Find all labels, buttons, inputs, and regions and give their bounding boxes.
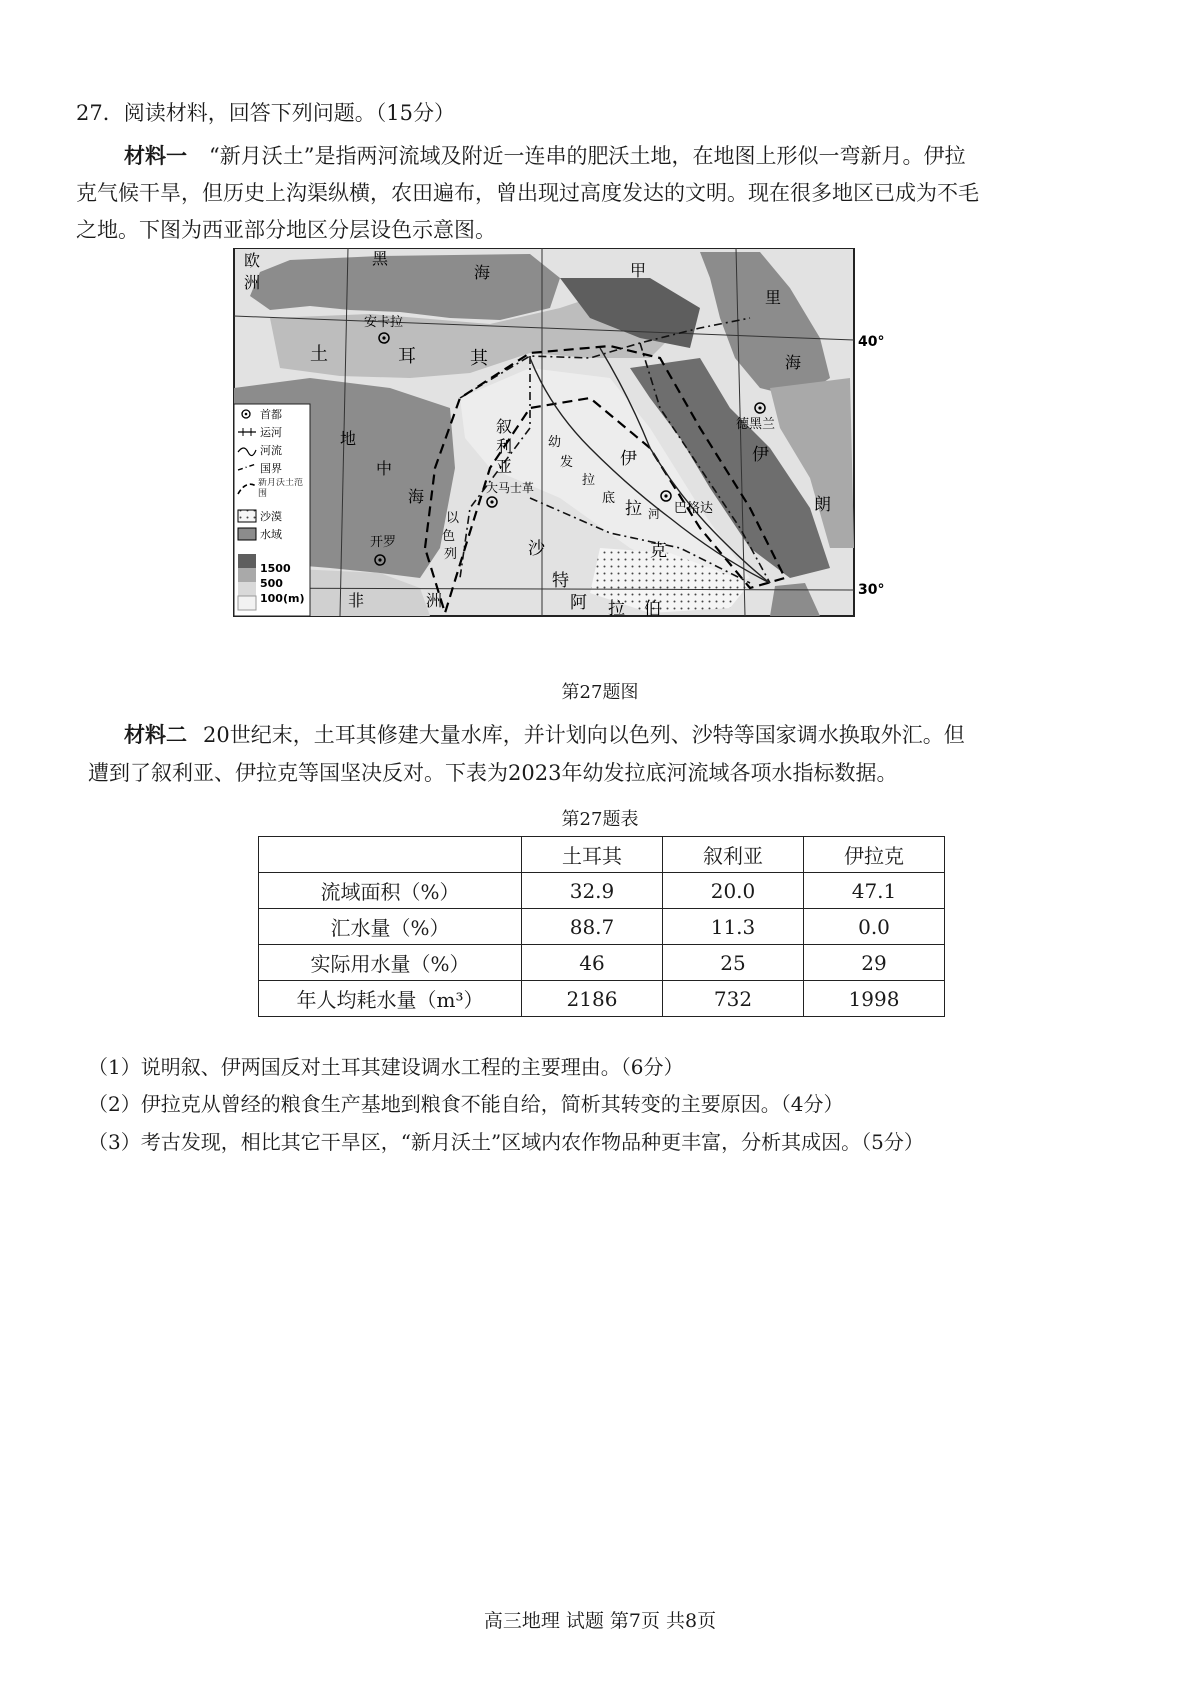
label-turkey-3: 其 bbox=[470, 348, 488, 369]
label-iran-1: 伊 bbox=[752, 445, 769, 465]
table-cell: 25 bbox=[663, 945, 804, 981]
legend-low-swatch bbox=[238, 596, 256, 610]
material2-line2: 遭到了叙利亚、伊拉克等国坚决反对。下表为2023年幼发拉底河流域各项水指标数据。 bbox=[88, 761, 898, 785]
label-europe-2: 洲 bbox=[244, 273, 261, 292]
legend-canal: 运河 bbox=[260, 426, 282, 439]
table-cell: 29 bbox=[804, 945, 945, 981]
legend-500: 500 bbox=[260, 577, 283, 590]
label-iraq-1: 伊 bbox=[620, 449, 637, 469]
legend-100-swatch bbox=[238, 582, 256, 596]
label-eup-4: 底 bbox=[602, 491, 616, 506]
table-row-label: 实际用水量（%） bbox=[259, 945, 522, 981]
material2-label: 材料二 bbox=[124, 723, 187, 747]
legend-desert-icon bbox=[238, 510, 256, 522]
lat-label-40: 40° bbox=[858, 334, 885, 350]
label-black-2: 海 bbox=[474, 263, 491, 282]
label-eup-3: 拉 bbox=[582, 473, 596, 488]
material1-line3: 之地。下图为西亚部分地区分层设色示意图。 bbox=[76, 218, 496, 242]
west-asia-map bbox=[230, 248, 910, 668]
legend-water-icon bbox=[238, 528, 256, 540]
label-turkey-1: 土 bbox=[310, 344, 328, 365]
label-eup-1: 幼 bbox=[548, 435, 562, 450]
map-svg bbox=[230, 248, 910, 668]
label-cairo: 开罗 bbox=[370, 535, 397, 550]
label-river: 河 bbox=[648, 507, 661, 521]
table-cell: 0.0 bbox=[804, 909, 945, 945]
label-europe-1: 欧 bbox=[244, 251, 261, 270]
label-caspian-1: 里 bbox=[765, 288, 782, 307]
label-iraq-2: 拉 bbox=[625, 499, 642, 519]
label-saudi-5: 伯 bbox=[644, 599, 661, 619]
label-isr-2: 色 bbox=[442, 529, 456, 544]
table-cell: 46 bbox=[522, 945, 663, 981]
label-caspian-2: 海 bbox=[785, 353, 802, 372]
label-med-3: 海 bbox=[408, 487, 425, 506]
material1-text1: “新月沃土”是指两河流域及附近一连串的肥沃土地，在地图上形似一弯新月。伊拉 bbox=[209, 144, 966, 168]
table-cell: 47.1 bbox=[804, 873, 945, 909]
label-med-2: 中 bbox=[376, 459, 393, 478]
label-saudi-2: 特 bbox=[552, 571, 569, 591]
label-isr-3: 列 bbox=[444, 547, 458, 562]
legend-crescent: 新月沃土范围 bbox=[258, 478, 304, 499]
table-header-cell bbox=[259, 837, 522, 873]
sub-question-2: （2）伊拉克从曾经的粮食生产基地到粮食不能自给，简析其转变的主要原因。（4分） bbox=[88, 1092, 844, 1116]
label-africa-2: 洲 bbox=[426, 591, 443, 610]
legend-1500: 1500 bbox=[260, 562, 291, 575]
map-caption: 第27题图 bbox=[561, 682, 639, 703]
label-syria-2: 利 bbox=[496, 437, 513, 456]
page-footer: 高三地理 试题 第7页 共8页 bbox=[483, 1610, 717, 1632]
material2-line1 bbox=[124, 720, 965, 750]
material1-line2: 克气候干旱，但历史上沟渠纵横，农田遍布，曾出现过高度发达的文明。现在很多地区已成为不毛 bbox=[76, 181, 979, 205]
label-med-1: 地 bbox=[340, 429, 357, 448]
label-turkey-2: 耳 bbox=[398, 346, 416, 367]
sub-question-3: （3）考古发现，相比其它干旱区，“新月沃土”区域内农作物品种更丰富，分析其成因。（5分） bbox=[88, 1130, 924, 1154]
table-cell: 32.9 bbox=[522, 873, 663, 909]
material2-text1: 20世纪末，土耳其修建大量水库，并计划向以色列、沙特等国家调水换取外汇。但 bbox=[203, 723, 965, 747]
table-header-cell: 叙利亚 bbox=[663, 837, 804, 873]
legend-100: 100(m) bbox=[260, 592, 305, 605]
label-iran-2: 朗 bbox=[814, 495, 831, 515]
table-row bbox=[259, 981, 945, 1017]
table-cell: 2186 bbox=[522, 981, 663, 1017]
lat-label-30: 30° bbox=[858, 582, 885, 598]
water-index-table bbox=[258, 836, 945, 1017]
legend-1500-swatch bbox=[238, 554, 256, 568]
legend-border: 国界 bbox=[260, 462, 282, 475]
table-row-label: 年人均耗水量（m³） bbox=[259, 981, 522, 1017]
table-row-label: 流域面积（%） bbox=[259, 873, 522, 909]
table-header-cell: 土耳其 bbox=[522, 837, 663, 873]
table-header-row bbox=[259, 837, 945, 873]
legend-capital: 首都 bbox=[260, 408, 282, 421]
table-cell: 732 bbox=[663, 981, 804, 1017]
map-legend bbox=[234, 404, 310, 616]
label-syria-3: 亚 bbox=[496, 457, 513, 476]
label-saudi-4: 拉 bbox=[608, 599, 625, 619]
sub-question-1: （1）说明叙、伊两国反对土耳其建设调水工程的主要理由。（6分） bbox=[88, 1055, 684, 1079]
label-jia: 甲 bbox=[630, 261, 647, 280]
material1-line1 bbox=[124, 141, 965, 171]
label-iraq-3: 克 bbox=[650, 541, 667, 561]
label-black-1: 黑 bbox=[372, 249, 389, 268]
legend-water: 水域 bbox=[260, 528, 282, 541]
table-cell: 20.0 bbox=[663, 873, 804, 909]
label-damascus: 大马士革 bbox=[486, 481, 535, 495]
legend-desert: 沙漠 bbox=[260, 510, 282, 523]
material1-label: 材料一 bbox=[124, 144, 187, 168]
label-syria-1: 叙 bbox=[496, 417, 513, 436]
table-caption: 第27题表 bbox=[561, 809, 639, 830]
label-saudi-3: 阿 bbox=[570, 593, 587, 613]
legend-500-swatch bbox=[238, 568, 256, 582]
label-baghdad: 巴格达 bbox=[674, 501, 714, 516]
table-cell: 88.7 bbox=[522, 909, 663, 945]
legend-river: 河流 bbox=[260, 444, 282, 457]
label-ankara: 安卡拉 bbox=[364, 315, 404, 330]
table-row bbox=[259, 873, 945, 909]
label-africa-1: 非 bbox=[348, 591, 365, 610]
table-cell: 11.3 bbox=[663, 909, 804, 945]
table-row bbox=[259, 909, 945, 945]
label-tehran: 德黑兰 bbox=[736, 417, 776, 432]
table-row-label: 汇水量（%） bbox=[259, 909, 522, 945]
table-row bbox=[259, 945, 945, 981]
question-title: 27．阅读材料，回答下列问题。（15分） bbox=[76, 101, 455, 125]
table-cell: 1998 bbox=[804, 981, 945, 1017]
label-isr-1: 以 bbox=[446, 511, 460, 526]
label-eup-2: 发 bbox=[560, 455, 574, 470]
label-saudi-1: 沙 bbox=[528, 539, 545, 559]
table-header-cell: 伊拉克 bbox=[804, 837, 945, 873]
